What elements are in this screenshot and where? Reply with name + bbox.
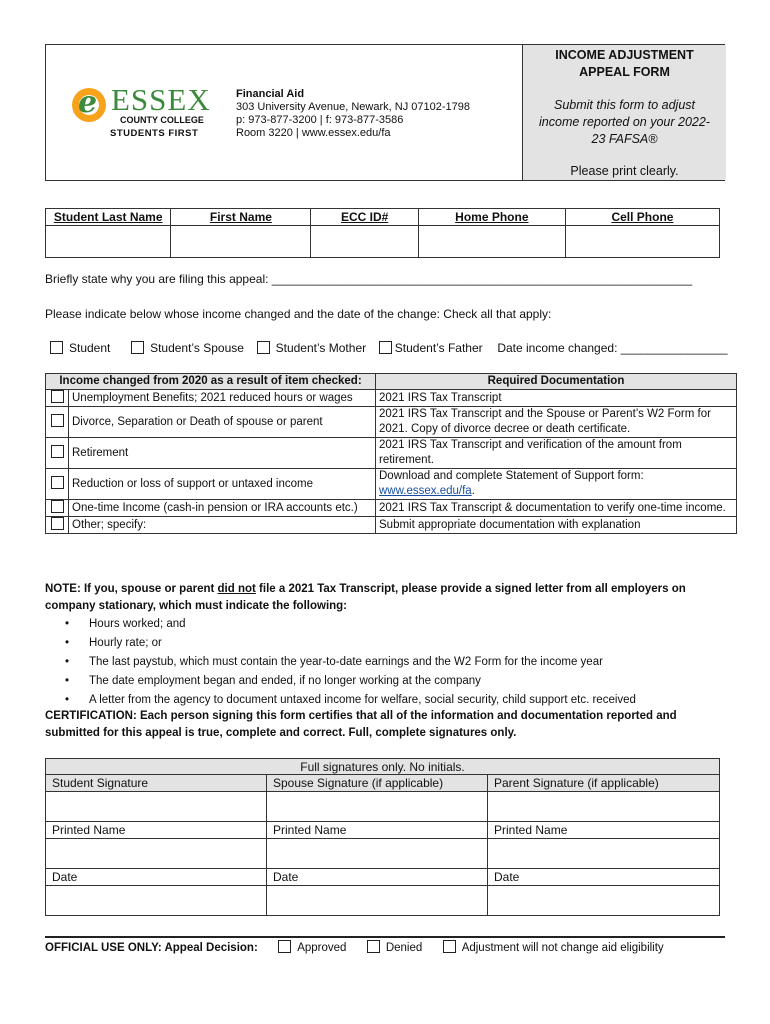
print-clearly: Please print clearly. [570,164,679,178]
approved-label: Approved [297,942,347,954]
one-time-income-checkbox[interactable] [51,500,64,513]
student-signature-field[interactable] [46,792,267,822]
mother-label: Student’s Mother [275,341,367,355]
bullet-item: The date employment began and ended, if no longer working at the company [89,675,481,687]
instr-line2: income reported on your 2022- [539,115,710,129]
unemployment-checkbox[interactable] [51,390,64,403]
logo-tagline: STUDENTS FIRST [110,128,199,139]
mother-checkbox[interactable] [257,341,270,354]
income-change-table [45,373,737,534]
doc-requirement: 2021 IRS Tax Transcript and the Spouse or Parent’s W2 Form for 2021. Copy of divorce decree or death certificate. [376,407,737,438]
printed-name-label: Printed Name [46,822,267,839]
form-title [523,47,726,81]
no-change-label: Adjustment will not change aid eligibility [461,942,664,954]
support-form-link[interactable]: www.essex.edu/fa [379,485,472,497]
income-item: Retirement [69,438,376,469]
income-item[interactable]: Other; specify: [69,517,376,534]
signature-caption: Full signatures only. No initials. [46,759,720,775]
dept-name: Financial Aid [236,88,305,100]
student-label: Student [69,341,111,355]
student-checkbox[interactable] [50,341,63,354]
denied-checkbox[interactable] [367,940,380,953]
date-changed-field[interactable]: Date income changed: ________________ [497,341,728,355]
bullet-item: A letter from the agency to document untaxed income for welfare, social security, child support etc. received [89,694,636,706]
spouse-checkbox[interactable] [131,341,144,354]
last-name-field[interactable] [46,226,171,258]
official-use-row [45,936,725,954]
student-printed-name-field[interactable] [46,839,267,869]
instr-line3: 23 FAFSA® [591,132,658,146]
cell-phone-field[interactable] [565,226,719,258]
form-title-line2: APPEAL FORM [579,65,670,79]
parent-signature-label: Parent Signature (if applicable) [488,775,720,792]
spouse-printed-name-field[interactable] [267,839,488,869]
phone-fax: p: 973-877-3200 | f: 973-877-3586 [236,114,404,126]
father-checkbox[interactable] [379,341,392,354]
printed-name-label: Printed Name [488,822,720,839]
doc-col-header: Required Documentation [376,374,737,390]
income-col-header: Income changed from 2020 as a result of item checked: [46,374,376,390]
date-label: Date [267,869,488,886]
approved-checkbox[interactable] [278,940,291,953]
financial-aid-contact [236,88,470,140]
ecc-id-field[interactable] [311,226,418,258]
logo-subtitle: COUNTY COLLEGE [120,115,204,125]
appeal-reason-line[interactable]: Briefly state why you are filing this appeal: _______________________________________________________________ [45,272,693,286]
room-web: Room 3220 | www.essex.edu/fa [236,127,391,139]
essex-logo-icon: e [72,88,106,122]
student-info-table [45,208,720,258]
income-item: Unemployment Benefits; 2021 reduced hours or wages [69,390,376,407]
doc-requirement: 2021 IRS Tax Transcript [376,390,737,407]
parent-date-field[interactable] [488,886,720,916]
logo-wordmark: ESSEX [111,82,211,117]
form-title-line1: INCOME ADJUSTMENT [555,48,694,62]
bullet-item: Hourly rate; or [89,637,162,649]
doc-requirement: 2021 IRS Tax Transcript and verification of the amount from retirement. [376,438,737,469]
form-instructions [523,97,726,148]
col-first-name: First Name [171,209,311,226]
certification-paragraph: CERTIFICATION: Each person signing this form certifies that all of the information and documentation reported and submitted for this appeal is true, complete and correct. Full, complete signatures only. [45,710,677,739]
denied-label: Denied [385,942,423,954]
student-signature-label: Student Signature [46,775,267,792]
col-cell-phone: Cell Phone [565,209,719,226]
parent-printed-name-field[interactable] [488,839,720,869]
col-ecc-id: ECC ID# [311,209,418,226]
note-bullets: • Hours worked; and • Hourly rate; or • The last paystub, which must contain the year-to-date earnings and the W2 Form for the income year • The date employment began and ended, if no longer working at the company • A letter from the agency to document untaxed income for welfare, social security, child support etc. received [65,618,636,706]
signature-table [45,758,720,916]
date-label: Date [46,869,267,886]
date-label: Date [488,869,720,886]
address: 303 University Avenue, Newark, NJ 07102-1798 [236,101,470,113]
doc-text: Download and complete Statement of Support form: [379,470,644,482]
bullet-item: Hours worked; and [89,618,186,630]
note-pre: NOTE: If you, spouse or parent [45,583,218,595]
income-item: Reduction or loss of support or untaxed income [69,469,376,500]
income-item: One-time Income (cash-in pension or IRA accounts etc.) [69,500,376,517]
doc-requirement: 2021 IRS Tax Transcript & documentation to verify one-time income. [376,500,737,517]
spouse-date-field[interactable] [267,886,488,916]
income-item: Divorce, Separation or Death of spouse or parent [69,407,376,438]
student-date-field[interactable] [46,886,267,916]
spouse-signature-field[interactable] [267,792,488,822]
divorce-checkbox[interactable] [51,414,64,427]
doc-requirement: Download and complete Statement of Support form: www.essex.edu/fa. [376,469,737,500]
whose-income-prompt: Please indicate below whose income changed and the date of the change: Check all that apply: [45,307,552,321]
spouse-signature-label: Spouse Signature (if applicable) [267,775,488,792]
father-label: Student’s Father [394,341,483,355]
whose-income-checks [50,341,728,355]
instr-line1: Submit this form to adjust [553,98,696,112]
parent-signature-field[interactable] [488,792,720,822]
bullet-item: The last paystub, which must contain the year-to-date earnings and the W2 Form for the income year [89,656,603,668]
printed-name-label: Printed Name [267,822,488,839]
note-emph: did not [217,583,256,595]
form-title-panel [522,45,726,180]
col-last-name: Student Last Name [46,209,171,226]
retirement-checkbox[interactable] [51,445,64,458]
note-paragraph [45,581,725,615]
other-checkbox[interactable] [51,517,64,530]
col-home-phone: Home Phone [418,209,565,226]
first-name-field[interactable] [171,226,311,258]
support-loss-checkbox[interactable] [51,476,64,489]
no-change-checkbox[interactable] [443,940,456,953]
official-use-label: OFFICIAL USE ONLY: Appeal Decision: [45,942,258,954]
spouse-label: Student’s Spouse [150,341,244,355]
home-phone-field[interactable] [418,226,565,258]
note-post: file a 2021 Tax Transcript, please provide a signed letter from all employers on company stationary, which must indicate the following: [45,583,686,612]
doc-requirement: Submit appropriate documentation with explanation [376,517,737,534]
